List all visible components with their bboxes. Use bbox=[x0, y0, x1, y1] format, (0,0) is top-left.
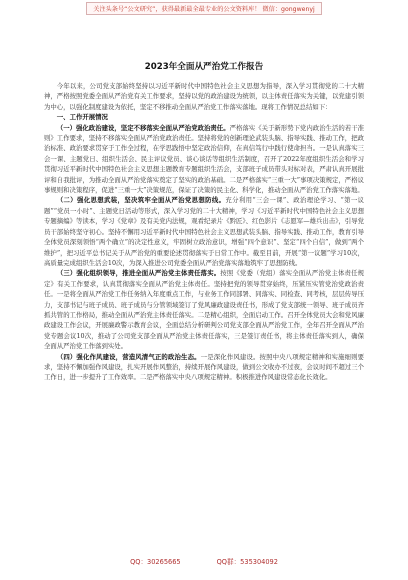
item-paragraph-4 bbox=[44, 352, 364, 383]
footer-qq: QQ：30265665 bbox=[130, 558, 181, 566]
document-body bbox=[44, 60, 364, 383]
promo-banner-text: 关注头条号“公文研究”，获得最新最全最专业的公文资料库！ 微信：gongwenyj bbox=[86, 2, 322, 15]
item-body-1: 严格落实《关于新形势下党内政治生活的若干准则》工作要求，坚持不移落实全面从严治党政治责任。坚持将党的创新理论武装头脑、指导实践、推动工作，把政治标准、政治要求贯穿于工作全过程，在学思践悟中坚定政治信仰，在真信笃行中践行使命担当。一是认真落实三会一课、主题党日、组织生活会、民主评议党员、谈心谈话等组织生活制度，召开了2022年度组织生活会和学习贯彻习近平新时代中国特色社会主义思想主题教育专题组织生活会，支部班子成员带头对标对表，严肃认真开展批评和自我批评，为推动全面从严治党落实奠定了坚实的政治基础。二是严格落实“三重一大”事项决策规定，严格议事规则和决策程序，促进“三重一大”决策规范，保证了决策的民主化、科学化，推动全面从严治党工作落实落地。 bbox=[44, 123, 365, 195]
item-heading-3: （三）强化组织领导，推进全面从严治党主体责任落实。 bbox=[56, 269, 221, 278]
top-banner bbox=[0, 0, 408, 17]
item-heading-4: （四）强化作风建设，营造风清气正的政治生态。 bbox=[56, 352, 201, 361]
footer-contact bbox=[0, 556, 408, 570]
item-paragraph-3 bbox=[44, 268, 364, 351]
item-body-4: 一是深化作风建设。按照中央八项规定精神和实施细则要求，坚持不懈加强作风建设，扎实开展作风整治，持续开展作风建设，做到公文收办不过夜，会议时间不超过三个工作日，进一步提升了工作效率。二是严格落实中央八项规定精神。积极推进作风建设常态化长效化。 bbox=[44, 352, 365, 382]
item-body-2: 充分利用“三会一课”、政治理论学习、“第一议题”“党员一小时”、主题党日活动等形式，深入学习党的二十大精神，学习《习近平新时代中国特色社会主义思想专题摘编》等读本，学习《党章》及有关党内法规，观看纪录片《黔匠》、红色影片《志愿军—雄兵出击》，引导党员干部始终坚守初心。坚持不懈用习近平新时代中国特色社会主义思想武装头脑、指导实践、推动工作，教育引导全体党员深刻领悟“两个确立”的决定性意义，牢固树立政治意识，增强“四个意识”、坚定“四个自信”，做到“两个维护”，把习近平总书记关于从严治党的重要论述贯彻落实于日常工作中。截至目前，开展“第一议题”学习10次，高质量完成组织生活会10次，为深入推进公司党委全面从严治党落实落地筑牢了思想防线。 bbox=[44, 196, 364, 267]
footer-qq-group: QQ群：535304092 bbox=[216, 558, 278, 566]
item-paragraph-1 bbox=[44, 123, 364, 196]
item-heading-2: （二）强化思想武装，坚决筑牢全面从严治党思想防线。 bbox=[56, 196, 226, 205]
item-heading-1: （一）强化政治建设，坚定不移落实全面从严治党政治责任。 bbox=[56, 123, 230, 132]
item-paragraph-2 bbox=[44, 195, 364, 268]
section-heading-1: 一、工作开展情况 bbox=[56, 113, 108, 122]
item-body-3: 按照《党委（党组）落实全面从严治党主体责任规定》有关工作要求，认真贯彻落实全面从严治党主体责任。坚持把党的领导贯穿始终，压紧压实管党治党政治责任。一是将全面从严治党工作任务纳入年度重点工作，与业务工作同部署、同落实、同检查、同考核，层层传导压力，支部书记与班子成员、班子成员与分管领域签订了党风廉政建设责任书，形成了党支部统一领导、班子成员齐抓共管的工作格局，推动全面从严治党主体责任落实。二是精心组织，全面启动工作。召开全体党员大会和党风廉政建设工作会议，开展廉政警示教育会议，全面总结分析研判公司党支部全面从严治党工作，全年召开全面从严治党专题会议10次，推动了公司党支部全面从严治党主体责任落实，三是签订责任书，将主体责任落实到人，确保全面从严治党工作落到实处。 bbox=[44, 269, 364, 351]
intro-paragraph: 今年以来，公司党支部始终坚持以习近平新时代中国特色社会主义思想为指导，深入学习贯彻党的二十大精神，严格按照党委全面从严治党有关工作要求，坚持以党的政治建设为统领，以主体责任落实为关键，以党建引领为中心，以强化制度建设为依托，坚定不移推动全面从严治党工作落实落地。现将工作情况总结如下： bbox=[44, 82, 364, 111]
document-title: 2023年全面从严治党工作报告 bbox=[144, 62, 264, 72]
